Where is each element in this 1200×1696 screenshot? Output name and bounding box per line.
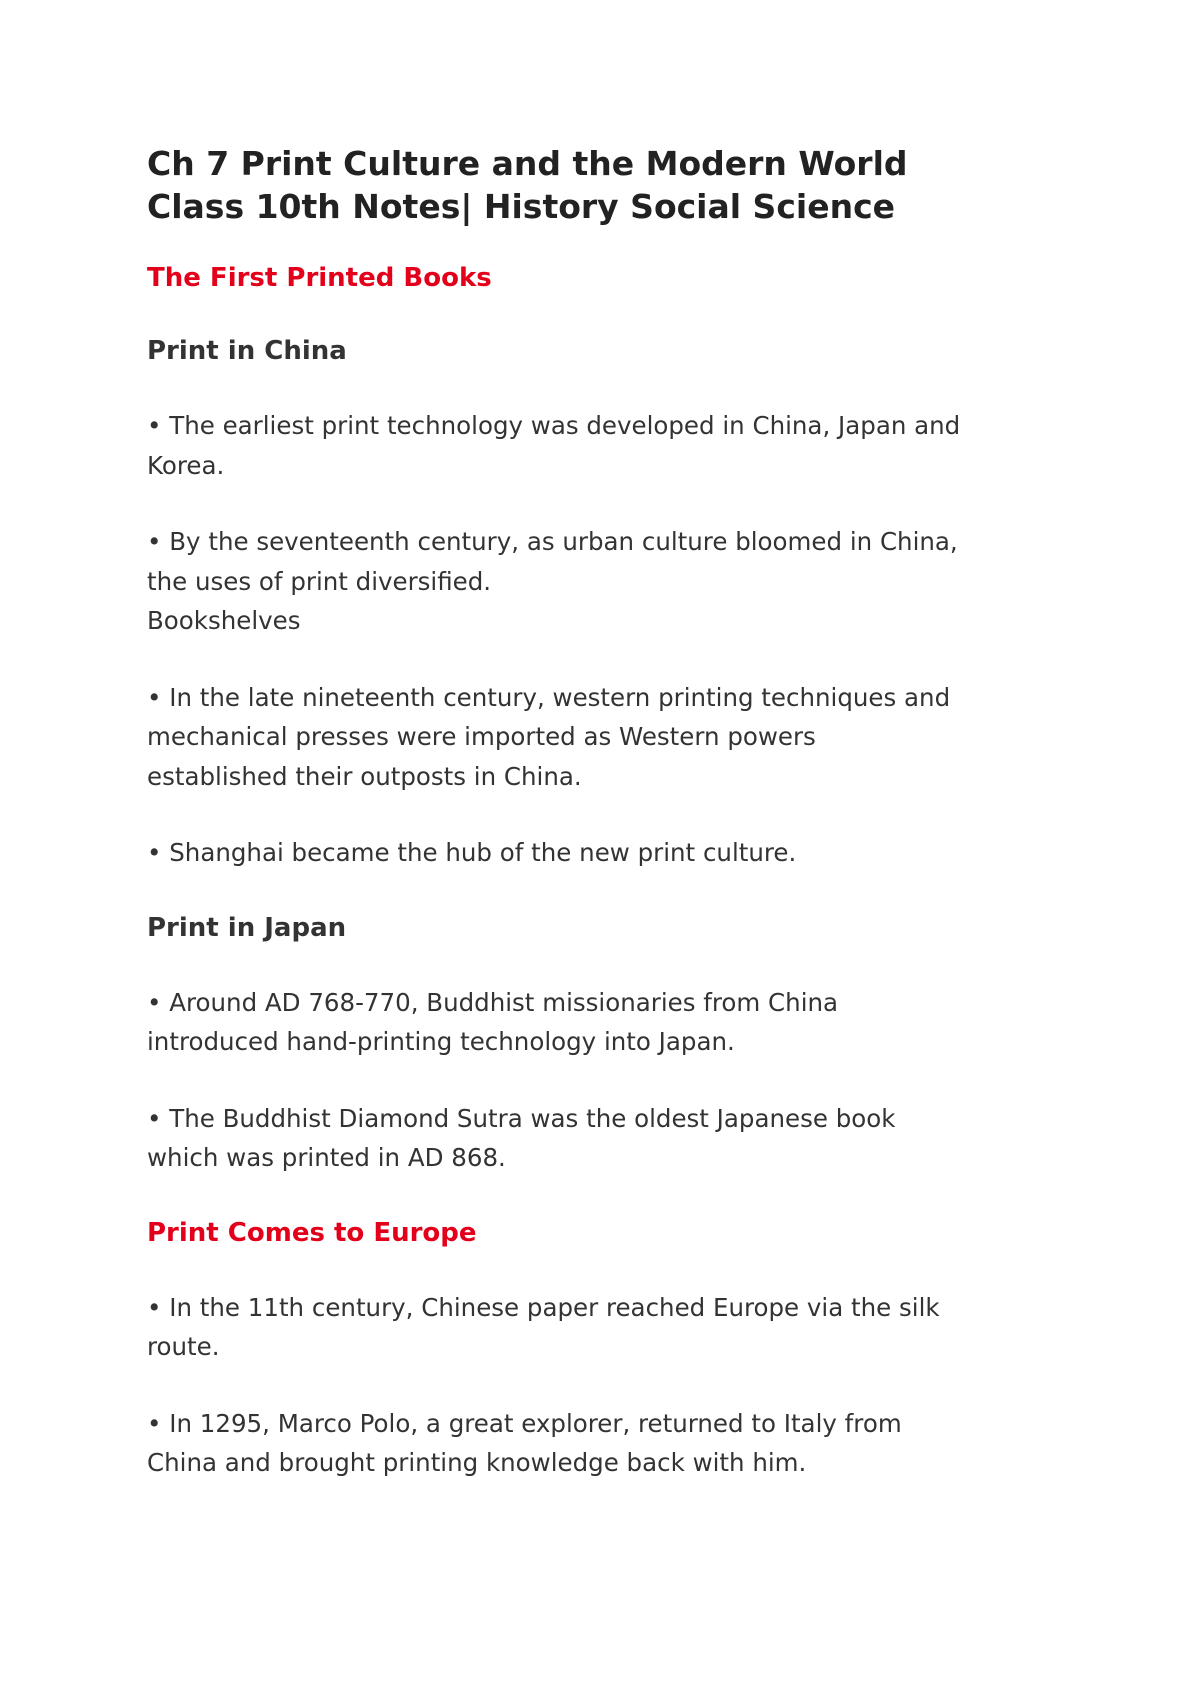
text-line: • The Buddhist Diamond Sutra was the oldest Japanese book bbox=[147, 1103, 896, 1133]
text-line: mechanical presses were imported as Western powers bbox=[147, 722, 816, 751]
text-line: • In 1295, Marco Polo, a great explorer, returned to Italy from bbox=[147, 1408, 902, 1438]
title-line: Class 10th Notes| History Social Science bbox=[147, 187, 896, 226]
title-line: Ch 7 Print Culture and the Modern World bbox=[147, 144, 908, 183]
section-heading-print-comes-to-europe: Print Comes to Europe bbox=[147, 1217, 477, 1248]
bullet-paragraph bbox=[147, 983, 1067, 1062]
text-line: Bookshelves bbox=[147, 606, 301, 635]
text-line: Korea. bbox=[147, 450, 225, 480]
bullet-paragraph bbox=[147, 1099, 1067, 1178]
bullet-paragraph bbox=[147, 522, 1067, 641]
text-line: • By the seventeenth century, as urban culture bloomed in China, bbox=[147, 527, 958, 556]
bullet-paragraph bbox=[147, 406, 1067, 485]
bullet-paragraph bbox=[147, 1404, 1067, 1483]
text-line: • In the 11th century, Chinese paper reached Europe via the silk bbox=[147, 1292, 940, 1322]
subheading-print-in-japan: Print in Japan bbox=[147, 912, 347, 943]
text-line: • In the late nineteenth century, western printing techniques and bbox=[147, 682, 951, 712]
bullet-paragraph bbox=[147, 833, 1067, 873]
text-line: • Shanghai became the hub of the new print culture. bbox=[147, 838, 797, 867]
section-heading-first-printed-books: The First Printed Books bbox=[147, 263, 492, 293]
document-page bbox=[147, 142, 1067, 1483]
text-line: the uses of print diversified. bbox=[147, 566, 492, 596]
text-line: • Around AD 768-770, Buddhist missionaries from China bbox=[147, 987, 839, 1017]
bullet-paragraph bbox=[147, 678, 1067, 797]
text-line: route. bbox=[147, 1332, 220, 1361]
bullet-paragraph bbox=[147, 1288, 1067, 1367]
text-line: established their outposts in China. bbox=[147, 761, 582, 791]
text-line: introduced hand-printing technology into Japan. bbox=[147, 1027, 735, 1056]
text-line: which was printed in AD 868. bbox=[147, 1143, 506, 1172]
text-line: China and brought printing knowledge back with him. bbox=[147, 1448, 807, 1477]
text-line: • The earliest print technology was developed in China, Japan and bbox=[147, 411, 961, 440]
document-title bbox=[147, 142, 1067, 228]
subheading-print-in-china: Print in China bbox=[147, 336, 347, 366]
